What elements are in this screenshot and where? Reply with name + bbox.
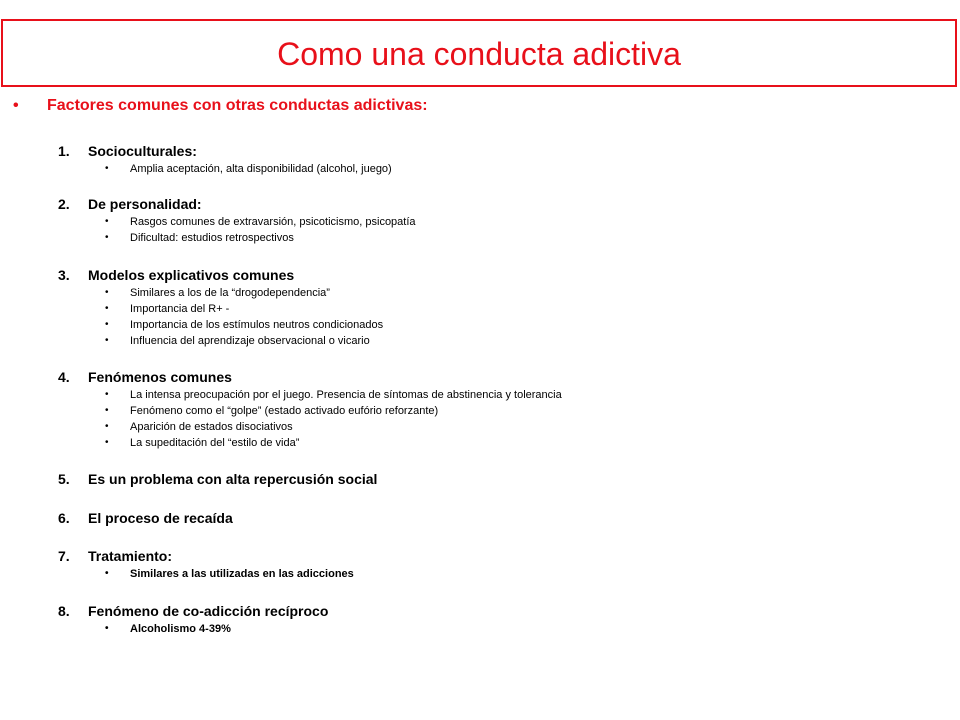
- bullet-icon: •: [105, 216, 109, 227]
- section-4: [58, 367, 938, 451]
- bullet-icon: •: [105, 568, 109, 579]
- list-item: [58, 435, 938, 451]
- list-item: [58, 317, 938, 333]
- list-item-text: Importancia del R+ -: [130, 303, 230, 315]
- section-7: [58, 546, 938, 582]
- list-item: [58, 301, 938, 317]
- section-heading: [58, 508, 938, 528]
- section-number: 6.: [58, 510, 70, 526]
- list-item-text: Influencia del aprendizaje observacional o vicario: [130, 335, 370, 347]
- section-label: Es un problema con alta repercusión social: [88, 471, 378, 487]
- bullet-icon: •: [105, 287, 109, 298]
- main-bullet-text: Factores comunes con otras conductas adictivas:: [47, 97, 428, 114]
- bullet-icon: •: [105, 303, 109, 314]
- list-item-text: Aparición de estados disociativos: [130, 421, 293, 433]
- title-box: [1, 19, 957, 87]
- list-item: [58, 419, 938, 435]
- list-item-text: Fenómeno como el “golpe” (estado activado eufório reforzante): [130, 405, 439, 417]
- bullet-icon: •: [105, 319, 109, 330]
- list-item: [58, 161, 938, 177]
- section-number: 7.: [58, 548, 70, 564]
- section-2: [58, 194, 938, 246]
- section-label: Tratamiento:: [88, 548, 173, 564]
- section-number: 4.: [58, 369, 70, 385]
- bullet-icon: •: [105, 421, 109, 432]
- section-label: El proceso de recaída: [88, 510, 233, 526]
- list-item-text: La intensa preocupación por el juego. Presencia de síntomas de abstinencia y tolerancia: [130, 389, 562, 401]
- list-item-text: Amplia aceptación, alta disponibilidad (alcohol, juego): [130, 163, 392, 175]
- section-3: [58, 265, 938, 349]
- list-item-text: Importancia de los estímulos neutros condicionados: [130, 319, 384, 331]
- section-5: [58, 469, 938, 489]
- section-number: 8.: [58, 603, 70, 619]
- list-item-text: Similares a los de la “drogodependencia”: [130, 287, 330, 299]
- list-item: [58, 214, 938, 230]
- list-item-text: Alcoholismo 4-39%: [130, 623, 231, 635]
- section-8: [58, 601, 938, 637]
- list-item-text: La supeditación del “estilo de vida”: [130, 437, 300, 449]
- section-number: 2.: [58, 196, 70, 212]
- section-label: Fenómenos comunes: [88, 369, 232, 385]
- section-heading: [58, 546, 938, 566]
- section-label: De personalidad:: [88, 196, 202, 212]
- list-item: [58, 285, 938, 301]
- section-label: Socioculturales:: [88, 143, 197, 159]
- bullet-icon: •: [105, 232, 109, 243]
- section-label: Fenómeno de co-adicción recíproco: [88, 603, 329, 619]
- list-item: [58, 621, 938, 637]
- list-item-text: Similares a las utilizadas en las adicciones: [130, 568, 354, 580]
- section-heading: [58, 469, 938, 489]
- bullet-icon: •: [105, 335, 109, 346]
- section-heading: [58, 265, 938, 285]
- bullet-icon: •: [13, 97, 19, 114]
- list-item: [58, 566, 938, 582]
- bullet-icon: •: [105, 163, 109, 174]
- bullet-icon: •: [105, 623, 109, 634]
- section-heading: [58, 367, 938, 387]
- list-item: [58, 403, 938, 419]
- section-number: 5.: [58, 471, 70, 487]
- list-item-text: Rasgos comunes de extravarsión, psicoticismo, psicopatía: [130, 216, 416, 228]
- section-6: [58, 508, 938, 528]
- slide-title: Como una conducta adictiva: [277, 36, 681, 72]
- list-item: [58, 387, 938, 403]
- list-item: [58, 230, 938, 246]
- list-item: [58, 333, 938, 349]
- section-label: Modelos explicativos comunes: [88, 267, 295, 283]
- section-1: [58, 141, 938, 177]
- section-number: 1.: [58, 143, 70, 159]
- section-number: 3.: [58, 267, 70, 283]
- list-item-text: Dificultad: estudios retrospectivos: [130, 232, 294, 244]
- section-heading: [58, 194, 938, 214]
- bullet-icon: •: [105, 405, 109, 416]
- bullet-icon: •: [105, 389, 109, 400]
- section-heading: [58, 601, 938, 621]
- bullet-icon: •: [105, 437, 109, 448]
- section-heading: [58, 141, 938, 161]
